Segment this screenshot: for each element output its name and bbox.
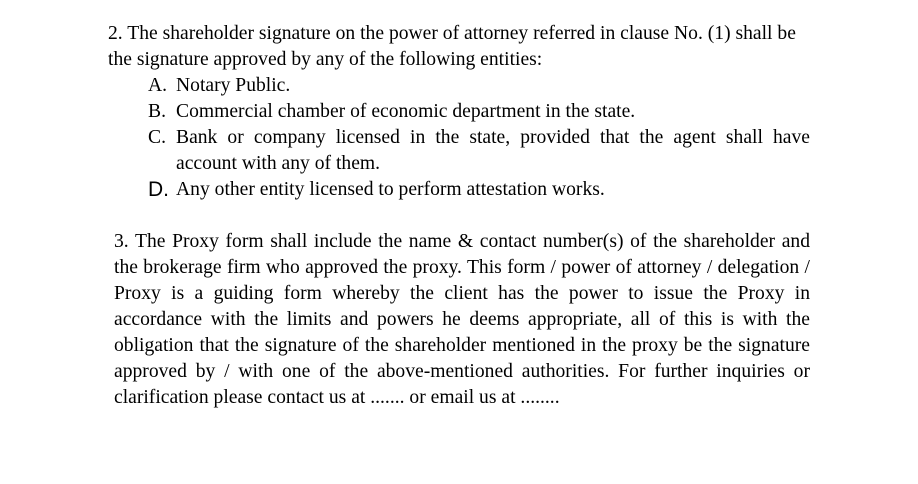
list-marker: B. [148, 101, 166, 122]
list-marker: D. [148, 178, 169, 201]
clause-3-paragraph: 3. The Proxy form shall include the name & contact number(s) of the shareholder and the brokerage firm who approved the proxy. This form / power of attorney / delegation / Proxy is a guiding form whereby the client has the power to issue the Proxy in accordance with the limits and powers he deems appropriate, all of this is with the obligation that the signature of the shareholder mentioned in the proxy be the signature approved by / with one of the above-mentioned authorities. For further inquiries or clarification please contact us at ....... or email us at ........ [114, 231, 810, 408]
list-item-b [148, 99, 810, 125]
list-marker: C. [148, 127, 166, 148]
list-item-a [148, 73, 810, 99]
list-item-text: Bank or company licensed in the state, provided that the agent shall have account with any of them. [176, 127, 810, 174]
approved-entities-list [108, 73, 810, 203]
list-item-text: Commercial chamber of economic department in the state. [176, 101, 636, 122]
document-page [108, 21, 810, 431]
list-item-c [148, 125, 810, 177]
list-item-text: Any other entity licensed to perform attestation works. [176, 179, 605, 200]
list-item-text: Notary Public. [176, 75, 291, 96]
list-marker: A. [148, 75, 168, 96]
clause-2-intro: 2. The shareholder signature on the power of attorney referred in clause No. (1) shall be the signature approved by any of the following entities: [108, 23, 796, 70]
list-item-d [148, 177, 810, 203]
